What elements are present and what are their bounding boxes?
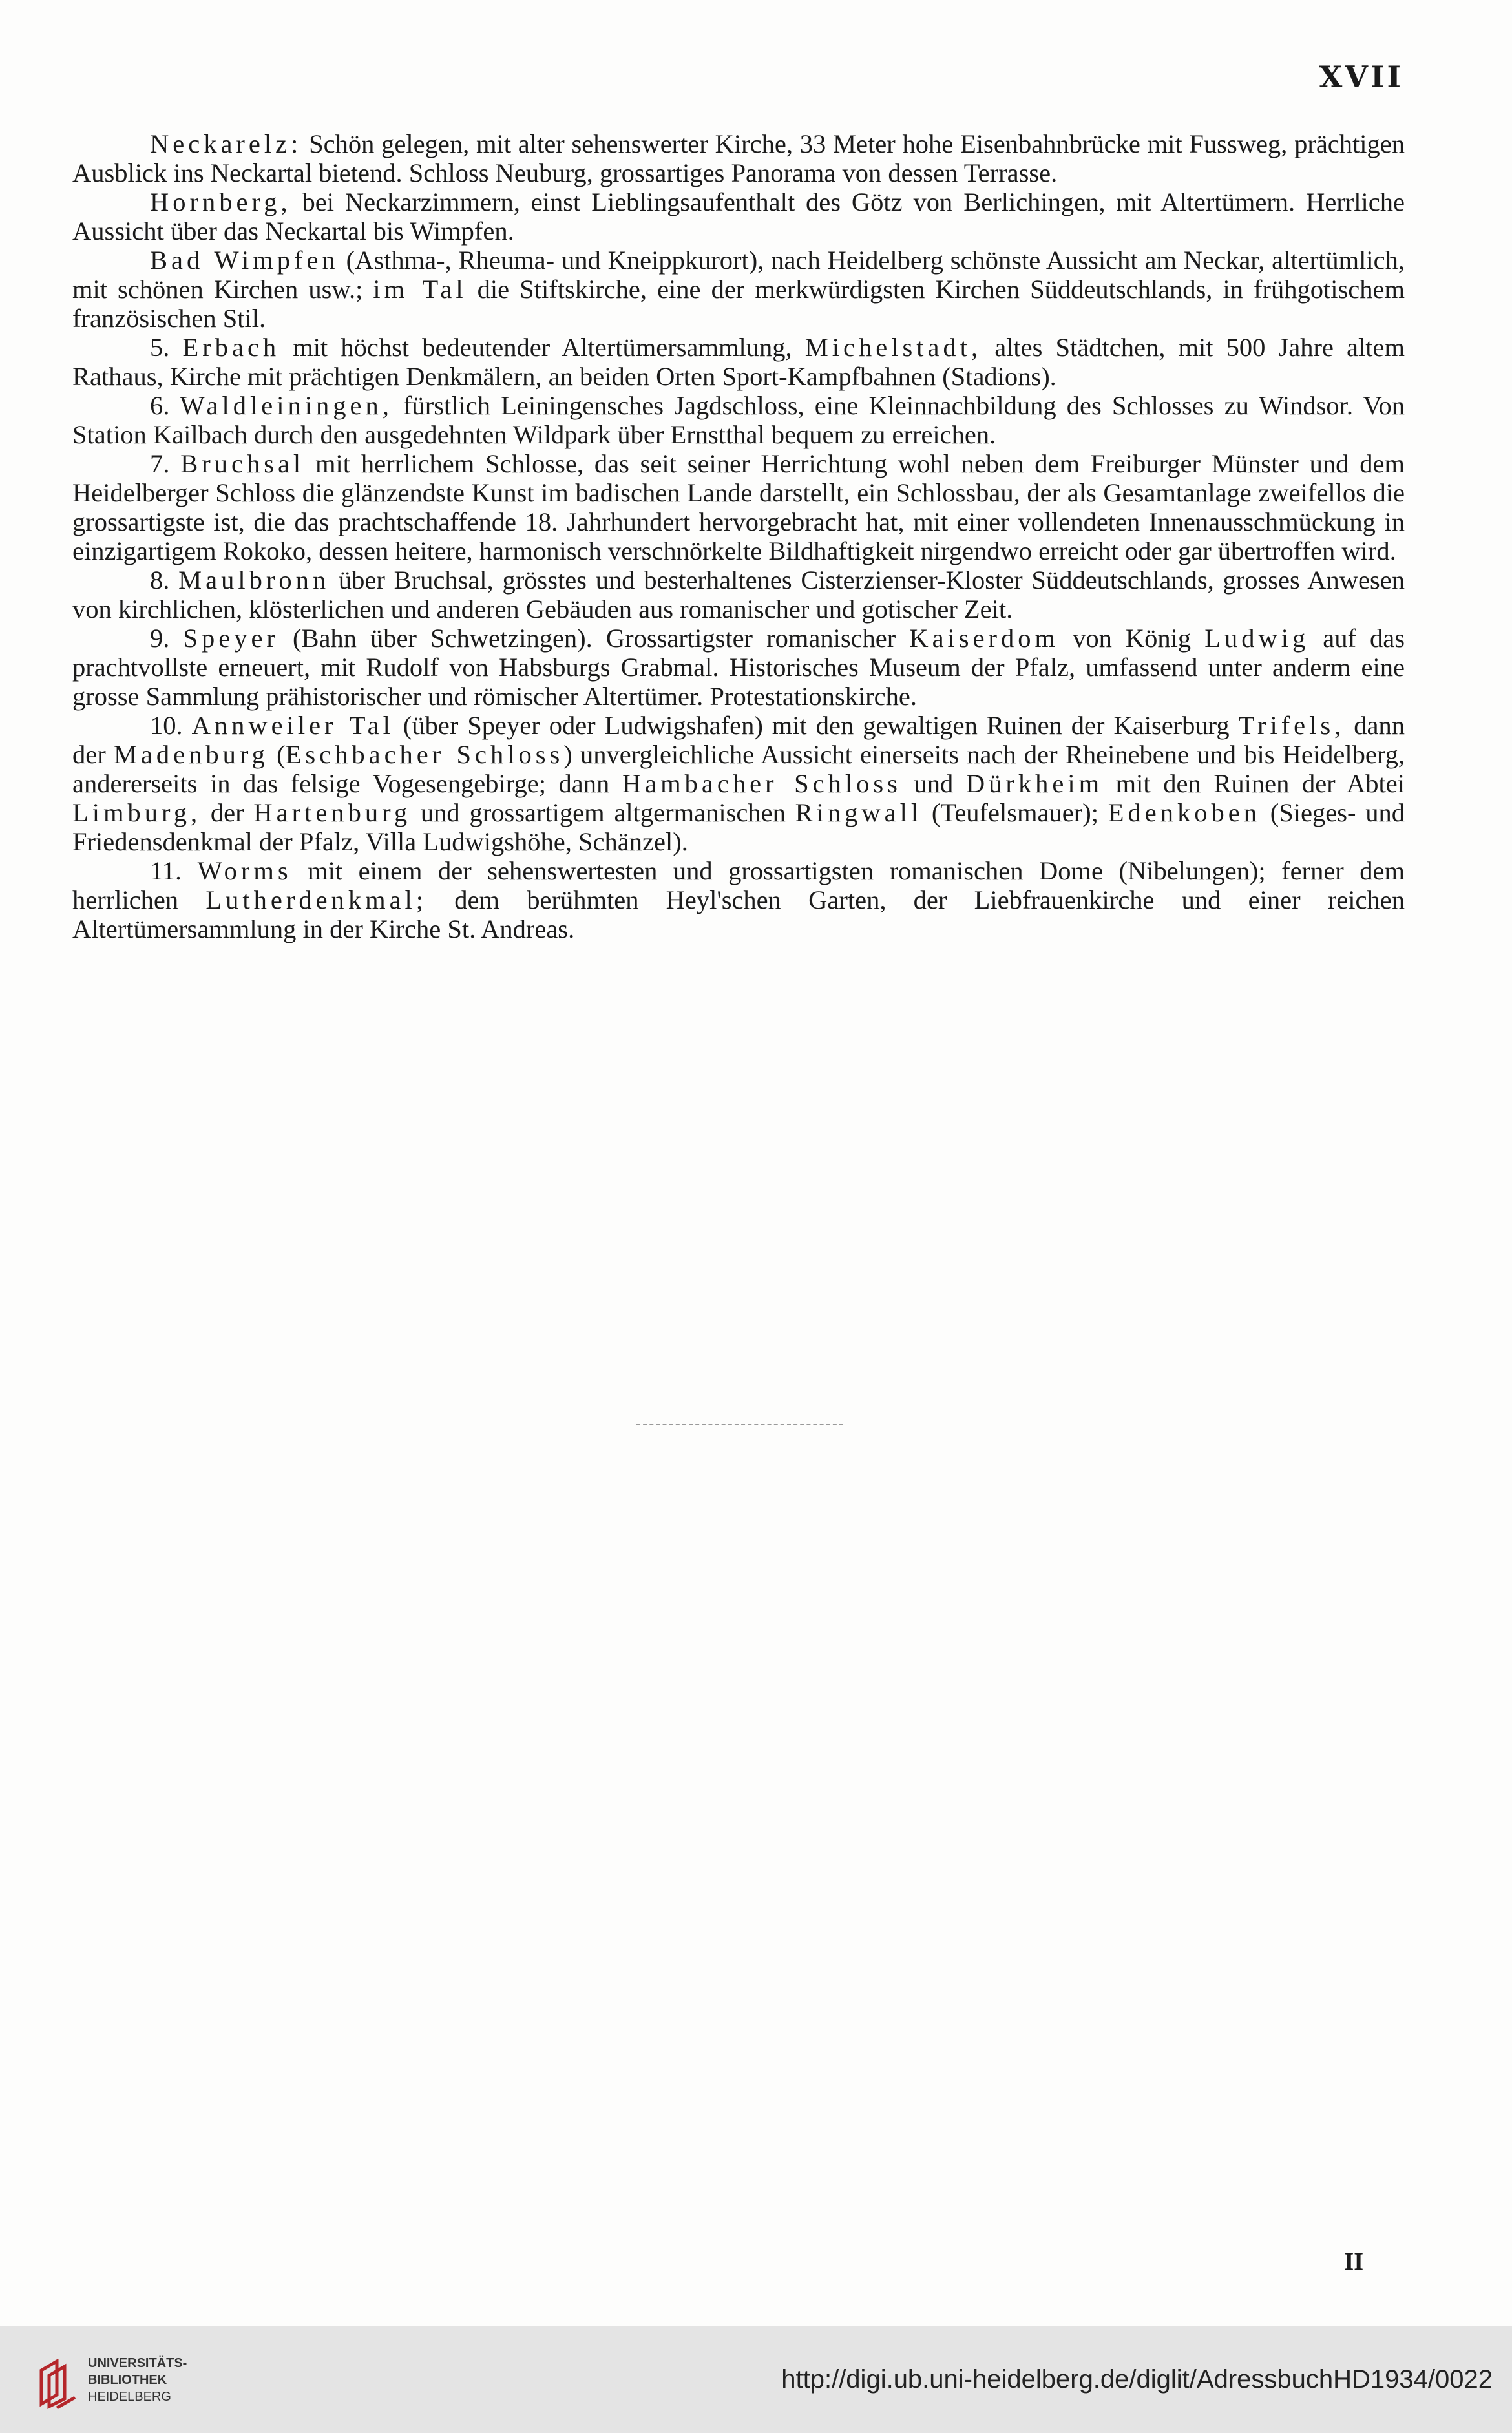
library-name-line: HEIDELBERG	[88, 2390, 171, 2404]
text-run: dem berühmten Heyl'schen Garten, der Liebfrauenkirche und einer reichen Altertümersammlung in der Kirche St. Andreas.	[72, 885, 1405, 943]
text-run: altes Städtchen, mit 500 Jahre altem Rathaus, Kirche mit prächtigen Denkmälern, an beiden Orten Sport-Kampfbahnen (Stadions).	[72, 333, 1405, 391]
paragraph	[72, 711, 1405, 856]
library-name-line: UNIVERSITÄTS-	[88, 2356, 187, 2370]
viewer-footer	[0, 2326, 1512, 2433]
paragraph	[72, 624, 1405, 711]
paragraph	[72, 333, 1405, 391]
library-name-line: BIBLIOTHEK	[88, 2373, 167, 2387]
paragraph	[72, 856, 1405, 943]
spaced-place-name: Neckarelz:	[150, 129, 302, 158]
text-run: 7.	[150, 449, 181, 478]
text-run: fürstlich Leiningensches Jagdschloss, eine Kleinnachbildung des Schlosses zu Windsor. Von Station Kailbach durch den ausgedehnten Wildpark über Ernstthal bequem zu erreichen.	[72, 391, 1405, 449]
spaced-place-name: Ringwall	[795, 798, 923, 827]
text-run: und	[901, 769, 966, 798]
text-run: ) unvergleichliche Aussicht einerseits nach der Rheinebene und bis Heidelberg, andererseits in das felsige Vogesengebirge; dann	[72, 740, 1405, 798]
text-run: mit herrlichem Schlosse, das seit seiner Herrichtung wohl neben dem Freiburger Münster und dem Heidelberger Schloss die glänzendste Kunst im badischen Lande darstellt, ein Schlossbau, der als Gesamtanlage zweifellos die grossartigste ist, die das prachtschaffende 18. Jahrhundert hervorgebracht hat, mit einer vollendeten Innenausschmückung in einzigartigem Rokoko, dessen heitere, harmonisch verschnörkelte Bildhaftigkeit nirgendwo erreicht oder gar übertroffen wird.	[72, 449, 1405, 565]
library-name	[88, 2355, 187, 2405]
text-run: mit höchst bedeutender Altertümersammlung,	[280, 333, 805, 362]
spaced-place-name: Eschbacher Schloss	[285, 740, 564, 769]
spaced-place-name: Maulbronn	[178, 565, 330, 595]
spaced-place-name: Edenkoben	[1108, 798, 1261, 827]
text-run: bei Neckarzimmern, einst Lieblingsaufenthalt des Götz von Berlichingen, mit Altertümern. Herrliche Aussicht über das Neckartal bis Wimpfen.	[72, 187, 1405, 246]
text-run: 6.	[150, 391, 180, 420]
spaced-place-name: Lutherdenkmal;	[205, 885, 428, 914]
library-logo-icon	[37, 2359, 79, 2409]
paragraph	[72, 391, 1405, 449]
spaced-place-name: Erbach	[182, 333, 280, 362]
text-run: mit einem der sehenswertesten und grossartigsten romanischen Dome (Nibelungen); ferner dem herrlichen	[72, 856, 1405, 914]
paragraph	[72, 565, 1405, 624]
paragraph	[72, 129, 1405, 187]
text-run: über Bruchsal, grösstes und besterhaltenes Cisterzienser-Kloster Süddeutschlands, grosses Anwesen von kirchlichen, klösterlichen und anderen Gebäuden aus romanischer und gotischer Zeit.	[72, 565, 1405, 624]
text-run: (Sieges- und Friedensdenkmal der Pfalz, Villa Ludwigshöhe, Schänzel).	[72, 798, 1405, 856]
text-run: (Asthma-, Rheuma- und Kneippkurort), nach Heidelberg schönste Aussicht am Neckar, altertümlich, mit schönen Kirchen usw.;	[72, 246, 1405, 304]
spaced-place-name: Waldleiningen,	[180, 391, 393, 420]
spaced-place-name: Annweiler Tal	[191, 711, 394, 740]
spaced-place-name: Limburg,	[72, 798, 202, 827]
spaced-place-name: Ludwig	[1204, 624, 1310, 653]
spaced-place-name: Kaiserdom	[909, 624, 1060, 653]
paragraph	[72, 449, 1405, 565]
sheet-signature: II	[1344, 2248, 1363, 2275]
spaced-place-name: Worms	[197, 856, 292, 885]
text-run: von König	[1059, 624, 1205, 653]
text-run: (Bahn über Schwetzingen). Grossartigster romanischer	[278, 624, 910, 653]
spaced-place-name: Michelstadt,	[804, 333, 982, 362]
text-run: der	[201, 798, 254, 827]
document-body	[72, 129, 1405, 943]
spaced-place-name: Dürkheim	[965, 769, 1104, 798]
spaced-place-name: Hornberg,	[150, 187, 291, 216]
spaced-place-name: Hartenburg	[253, 798, 412, 827]
separator-rule	[636, 1424, 843, 1425]
text-run: und grossartigem altgermanischen	[411, 798, 795, 827]
text-run: (Teufelsmauer);	[922, 798, 1108, 827]
spaced-place-name: Madenburg	[113, 740, 269, 769]
text-run: dann der	[72, 711, 1405, 769]
text-run: 5.	[150, 333, 183, 362]
text-run: 8.	[150, 565, 179, 595]
spaced-place-name: Bad Wimpfen	[150, 246, 339, 275]
page-number: XVII	[1319, 59, 1403, 94]
text-run: Schön gelegen, mit alter sehenswerter Kirche, 33 Meter hohe Eisenbahnbrücke mit Fussweg, prächtigen Ausblick ins Neckartal bietend. Schloss Neuburg, grossartiges Panorama von dessen Terrasse.	[72, 129, 1405, 187]
spaced-place-name: Bruchsal	[180, 449, 305, 478]
spaced-place-name: Hambacher Schloss	[622, 769, 901, 798]
text-run: die Stiftskirche, eine der merkwürdigsten Kirchen Süddeutschlands, in frühgotischem französischen Stil.	[72, 275, 1405, 333]
text-run: auf das prachtvollste erneuert, mit Rudolf von Habsburgs Grabmal. Historisches Museum der Pfalz, umfassend unter anderm eine grosse Sammlung prähistorischer und römischer Altertümer. Protestationskirche.	[72, 624, 1405, 711]
spaced-place-name: Trifels,	[1238, 711, 1345, 740]
text-run: 11.	[150, 856, 198, 885]
source-url-link[interactable]: http://digi.ub.uni-heidelberg.de/diglit/AdressbuchHD1934/0022	[781, 2365, 1493, 2394]
text-run: 9.	[150, 624, 184, 653]
text-run: mit den Ruinen der Abtei	[1103, 769, 1405, 798]
paragraph	[72, 246, 1405, 333]
text-run: (über Speyer oder Ludwigshafen) mit den gewaltigen Ruinen der Kaiserburg	[394, 711, 1239, 740]
spaced-place-name: im Tal	[373, 275, 467, 304]
text-run: (	[268, 740, 286, 769]
paragraph	[72, 187, 1405, 246]
text-run: 10.	[150, 711, 192, 740]
spaced-place-name: Speyer	[183, 624, 279, 653]
